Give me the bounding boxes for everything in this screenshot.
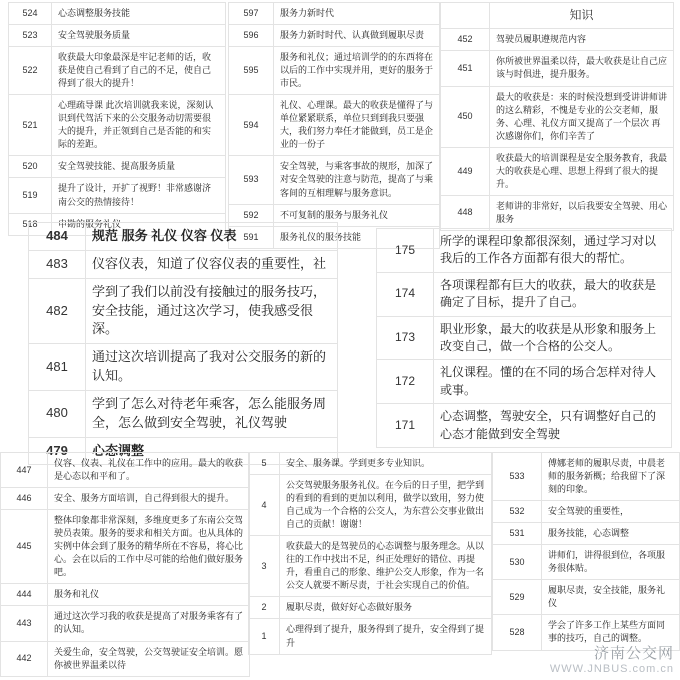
table-row[interactable] <box>29 390 338 437</box>
table-row[interactable] <box>493 501 680 523</box>
row-text: 服务力新时时代、认真做到履职尽责 <box>274 25 440 47</box>
row-id: 524 <box>9 3 52 25</box>
row-text: 傅娜老师的履职尽责，中晨老师的服务新概；给我留下了深刻的印象。 <box>542 453 680 501</box>
row-id: 532 <box>493 501 542 523</box>
table-right-mid-body <box>377 229 672 448</box>
row-id: 3 <box>249 536 280 597</box>
row-id: 481 <box>29 344 86 391</box>
table-row[interactable] <box>493 615 680 650</box>
table-row[interactable] <box>9 25 226 47</box>
row-text: 收获最大印象最深是牢记老师的话，收获是使自己看到了自己的不足，使自己得到了很大的提升！ <box>52 47 226 95</box>
row-id: 520 <box>9 156 52 178</box>
row-id: 452 <box>441 29 490 51</box>
table-right-body <box>441 3 674 231</box>
row-text: 学到了怎么对待老年乘客，怎么能服务周全，怎么做到安全驾驶，礼仪驾驶 <box>86 390 338 437</box>
row-text: 履职尽责，做好好心态做好服务 <box>280 597 492 619</box>
row-id: 450 <box>441 86 490 147</box>
row-text: 你所被世界温柔以待，最大收获是让自己应该与时俱进，提升服务。 <box>490 51 674 86</box>
row-text: 不可复制的服务与服务礼仪 <box>274 204 440 226</box>
row-text: 收获最大的是驾驶员的心态调整与服务理念。从以往的工作中找出不足，纠正处理好的错位、再提升，看重自己的形象、维护公交人形象，作为一名公交人就要不断尽责，于社会实现自己的价值。 <box>280 536 492 597</box>
column-header-knowledge: 知识 <box>490 3 674 29</box>
table-bc-body <box>249 453 492 655</box>
row-text: 收获最大的培训课程是安全服务教育，我最大的收获是心理、思想上得到了很大的提升。 <box>490 147 674 195</box>
table-left-column <box>8 2 226 236</box>
row-id: 175 <box>377 229 434 273</box>
row-id: 174 <box>377 272 434 316</box>
row-id: 442 <box>1 641 48 676</box>
table-left <box>8 2 226 236</box>
table-right-overlay <box>376 228 672 448</box>
table-row[interactable] <box>9 178 226 213</box>
table-row[interactable] <box>249 536 492 597</box>
table-br-body <box>493 453 680 651</box>
row-text: 服务和礼仪 <box>48 584 250 606</box>
table-bl-body <box>1 453 250 677</box>
table-mid <box>28 222 338 465</box>
row-id: 172 <box>377 360 434 404</box>
row-text: 整体印象都非常深刻，多维度更多了东南公交驾驶员表策。服务的要求和相关方面。也从具体的实例中体会到了服务的精华所在不容易，将心比心。会在以后的工作中尽可能的给他们做好服务吧。 <box>48 510 250 584</box>
table-row[interactable] <box>441 147 674 195</box>
row-id: 529 <box>493 580 542 615</box>
row-id: 171 <box>377 404 434 448</box>
table-row[interactable] <box>1 641 250 676</box>
table-row[interactable] <box>377 272 672 316</box>
row-text: 提升了设计，开扩了视野！非常感谢济南公交的热情接待！ <box>52 178 226 213</box>
row-text: 通过这次学习我的收获是提高了对服务乘客有了的认知。 <box>48 606 250 641</box>
row-text: 驾驶员履职遵规范内容 <box>490 29 674 51</box>
row-text: 服务力新时代 <box>274 3 440 25</box>
row-text: 申勘的服务礼仪 <box>52 213 226 235</box>
row-id: 522 <box>9 47 52 95</box>
table-mid-overlay <box>28 222 338 465</box>
row-id: 528 <box>493 615 542 650</box>
row-id: 591 <box>229 226 274 248</box>
table-left-body <box>9 3 226 236</box>
row-id: 521 <box>9 95 52 156</box>
table-row[interactable] <box>229 156 440 204</box>
row-text: 安全、服务方面培训，自己得到很大的提升。 <box>48 488 250 510</box>
row-id: 2 <box>249 597 280 619</box>
row-text: 学会了许多工作上某些方面同事的技巧，自己的调整。 <box>542 615 680 650</box>
row-text: 学到了我们以前没有接触过的服务技巧，安全技能，通过这次学习，使我感受很深。 <box>86 278 338 344</box>
table-row[interactable] <box>249 597 492 619</box>
table-row[interactable] <box>1 606 250 641</box>
row-text: 规范 服务 礼仪 仪容 仪表 <box>86 223 338 251</box>
table-row[interactable] <box>493 523 680 545</box>
table-row[interactable] <box>377 229 672 273</box>
row-text: 安全、服务课。学到更多专业知识。 <box>280 453 492 475</box>
row-id: 443 <box>1 606 48 641</box>
table-bottom-left <box>0 452 250 677</box>
row-text: 公交驾驶服务服务礼仪。在今后的日子里，把学到的看到的看到的更加以利用，做学以致用，努力使自己成为一个合格的公交人，为东营公交事业做出自己的贡献！谢谢！ <box>280 475 492 536</box>
table-row[interactable] <box>441 86 674 147</box>
table-row[interactable] <box>9 3 226 25</box>
table-bottom-center <box>248 452 492 655</box>
row-id: 592 <box>229 204 274 226</box>
row-text: 礼仪、心理课。最大的收获是懂得了与单位紧紧联系，单位只到到我只要强大，我们努力奉任才能做到，员工是企业的一份子 <box>274 95 440 156</box>
table-row[interactable] <box>441 195 674 230</box>
row-id: 482 <box>29 278 86 344</box>
table-bc <box>248 452 492 655</box>
row-id: 1 <box>249 619 280 654</box>
table-header-row <box>441 3 674 29</box>
row-id: 449 <box>441 147 490 195</box>
row-text: 安全驾驶，与乘客事故的规形，加深了对安全驾驶的注意与防范，提高了与乘客间的互相理解与服务意识。 <box>274 156 440 204</box>
row-text: 所学的课程印象都很深刻，通过学习对以我后的工作各方面都有很大的帮忙。 <box>434 229 672 273</box>
row-text: 老师讲的非常好，以后我要安全驾驶、用心服务 <box>490 195 674 230</box>
row-id: 447 <box>1 453 48 488</box>
row-text: 履职尽责，安全技能，服务礼仪 <box>542 580 680 615</box>
table-row[interactable] <box>1 510 250 584</box>
table-row[interactable] <box>1 453 250 488</box>
row-id: 533 <box>493 453 542 501</box>
row-text: 仪容、仪表、礼仪在工作中的应用。最大的收获是心态以和平和了。 <box>48 453 250 488</box>
row-text: 心态调整，驾驶安全，只有调整好自己的心态才能做到安全驾驶 <box>434 404 672 448</box>
row-id: 446 <box>1 488 48 510</box>
table-row[interactable] <box>1 584 250 606</box>
row-id: 173 <box>377 316 434 360</box>
row-id: 484 <box>29 223 86 251</box>
row-id: 444 <box>1 584 48 606</box>
table-row[interactable] <box>249 475 492 536</box>
row-text: 礼仪课程。懂的在不同的场合怎样对待人或事。 <box>434 360 672 404</box>
table-bl <box>0 452 250 677</box>
row-id: 448 <box>441 195 490 230</box>
table-row[interactable] <box>229 3 440 25</box>
row-id: 479 <box>29 437 86 465</box>
table-row[interactable] <box>377 360 672 404</box>
table-row[interactable] <box>493 580 680 615</box>
table-middle-body <box>229 3 440 249</box>
table-row[interactable] <box>29 278 338 344</box>
row-id: 594 <box>229 95 274 156</box>
table-mid-body <box>29 223 338 465</box>
row-text: 安全驾驶技能、提高服务质量 <box>52 156 226 178</box>
table-row[interactable] <box>493 453 680 501</box>
table-row[interactable] <box>9 95 226 156</box>
row-text: 职业形象，最大的收获是从形象和服务上改变自己，做一个合格的公交人。 <box>434 316 672 360</box>
row-id: 4 <box>249 475 280 536</box>
watermark-site-name: 济南公交网 <box>593 644 674 662</box>
table-row[interactable] <box>29 250 338 278</box>
row-id: 523 <box>9 25 52 47</box>
table-row[interactable] <box>377 316 672 360</box>
table-row[interactable] <box>229 25 440 47</box>
table-middle-column <box>228 2 440 249</box>
table-row[interactable] <box>441 29 674 51</box>
table-row[interactable] <box>1 488 250 510</box>
row-id: 595 <box>229 47 274 95</box>
table-right-column <box>440 2 674 231</box>
header-spacer <box>441 3 490 29</box>
row-id: 530 <box>493 545 542 580</box>
table-row[interactable] <box>377 404 672 448</box>
row-text: 关爱生命，安全驾驶，公交驾驶证安全培训。愿你被世界温柔以待 <box>48 641 250 676</box>
row-id: 597 <box>229 3 274 25</box>
row-text: 服务技能，心态调整 <box>542 523 680 545</box>
row-id: 483 <box>29 250 86 278</box>
row-text: 服务和礼仪；通过培训学的的东西将在以后的工作中实现并用，更好的服务于市民。 <box>274 47 440 95</box>
table-row[interactable] <box>441 51 674 86</box>
row-text: 讲师们，讲得很到位，各项服务很体贴。 <box>542 545 680 580</box>
row-text: 通过这次培训提高了我对公交服务的新的认知。 <box>86 344 338 391</box>
table-row[interactable] <box>249 619 492 654</box>
row-text: 仪容仪表，知道了仪容仪表的重要性，社 <box>86 250 338 278</box>
table-middle <box>228 2 440 249</box>
table-bottom-right <box>492 452 680 651</box>
row-text: 心态调整 <box>86 437 338 465</box>
row-text: 服务礼仪的服务技能 <box>274 226 440 248</box>
row-id: 596 <box>229 25 274 47</box>
row-id: 531 <box>493 523 542 545</box>
row-text: 心理得到了提升，服务得到了提升，安全得到了提升 <box>280 619 492 654</box>
row-id: 5 <box>249 453 280 475</box>
table-row[interactable] <box>229 95 440 156</box>
table-br <box>492 452 680 651</box>
table-row[interactable] <box>249 453 492 475</box>
table-row[interactable] <box>229 47 440 95</box>
table-right <box>440 2 674 231</box>
row-id: 445 <box>1 510 48 584</box>
row-id: 518 <box>9 213 52 235</box>
row-text: 最大的收获是：来的时候没想到受讲讲师讲的这么精彩，不愧是专业的公交老师，服务、心理、礼仪方面又提高了一个层次 再次感谢你们，你们辛苦了 <box>490 86 674 147</box>
watermark-site-url: WWW.JNBUS.com.cn <box>549 662 674 675</box>
row-id: 593 <box>229 156 274 204</box>
table-row[interactable] <box>9 156 226 178</box>
row-text: 安全驾驶的重要性， <box>542 501 680 523</box>
table-row[interactable] <box>9 47 226 95</box>
table-row[interactable] <box>29 223 338 251</box>
row-id: 480 <box>29 390 86 437</box>
table-right-mid <box>376 228 672 448</box>
row-text: 心理疏导课 此次培训就我来说，深刻认识到代驾活下来的公交服务动切需要很大的提升，并正领到自己是否能的和实际的差距。 <box>52 95 226 156</box>
table-row[interactable] <box>29 344 338 391</box>
row-text: 各项课程都有巨大的收获，最大的收获是确定了目标，提升了自己。 <box>434 272 672 316</box>
table-row[interactable] <box>493 545 680 580</box>
row-text: 安全驾驶服务质量 <box>52 25 226 47</box>
row-id: 519 <box>9 178 52 213</box>
row-text: 心态调整服务技能 <box>52 3 226 25</box>
row-id: 451 <box>441 51 490 86</box>
